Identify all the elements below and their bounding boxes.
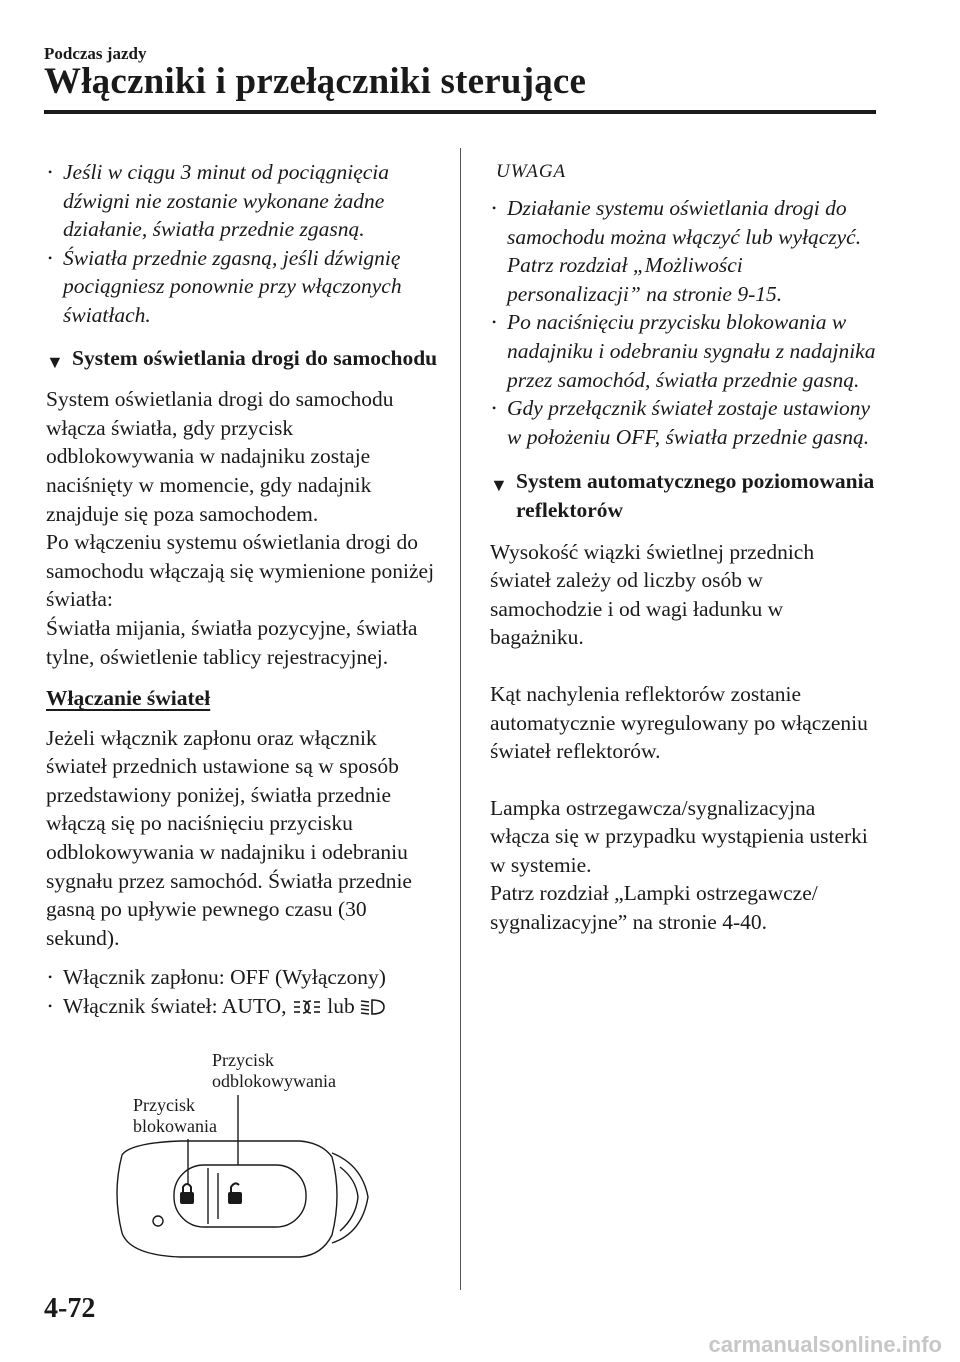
- list-item: • Włącznik zapłonu: OFF (Wyłączony): [46, 963, 441, 992]
- left-column: [46, 158, 441, 1024]
- label-unlock-line1: Przycisk: [212, 1050, 274, 1070]
- note-text: Działanie systemu oświetlania drogi do samochodu można włączyć lub wyłączyć.: [507, 196, 862, 249]
- triangle-marker-icon: ▼: [46, 351, 64, 372]
- section-label: Podczas jazdy: [44, 44, 147, 63]
- triangle-marker-icon: ▼: [490, 475, 508, 496]
- label-lock-line1: Przycisk: [133, 1095, 195, 1115]
- list-item: [490, 194, 880, 308]
- label-unlock-line2: odblokowywania: [212, 1071, 336, 1091]
- key-fob-drawing: [100, 1045, 390, 1275]
- paragraph: System oświetlania drogi do samochodu włącza światła, gdy przycisk odblokowywania w nadajniku zostaje naciśnięty w momencie, gdy nadajnik znajduje się poza samochodem.: [46, 387, 394, 526]
- section-heading-text: System automatycznego poziomowania reflektorów: [516, 469, 875, 522]
- list-item: • Jeśli w ciągu 3 minut od pociągnięcia dźwigni nie zostanie wykonane żadne działanie, światła przednie zgasną.: [46, 158, 441, 244]
- paragraph: Patrz rozdział „Lampki ostrzegawcze/ sygnalizacyjne” na stronie 4-40.: [490, 881, 818, 935]
- page-number: 4-72: [44, 1293, 96, 1324]
- section-heading-welcome-light: [46, 344, 441, 373]
- condition-text: Włącznik świateł: AUTO,: [63, 994, 287, 1019]
- right-column: [490, 158, 880, 937]
- list-item: • Światła przednie zgasną, jeśli dźwignię pociągniesz ponownie przy włączonych światłach.: [46, 244, 441, 330]
- paragraph: Lampka ostrzegawcza/sygnalizacyjna włącza się w przypadku wystąpienia usterki w systemie.: [490, 795, 868, 877]
- page-title: Włączniki i przełączniki sterujące: [44, 61, 587, 102]
- conditions-list: [46, 963, 441, 1023]
- paragraph: Kąt nachylenia reflektorów zostanie automatycznie wyregulowany po włączeniu świateł reflektorów.: [490, 681, 868, 764]
- list-item: • Po naciśnięciu przycisku blokowania w nadajniku i odebraniu sygnału z nadajnika przez samochód, światła przednie gasną.: [490, 308, 880, 394]
- note-bullet-list: [490, 194, 880, 451]
- subsection-heading: Włączanie świateł: [46, 686, 211, 711]
- paragraph: Wysokość wiązki świetlnej przednich świateł zależy od liczby osób w samochodzie i od wagi ładunku w bagażniku.: [490, 539, 815, 650]
- note-title: UWAGA: [496, 161, 567, 182]
- section-heading-text: System oświetlania drogi do samochodu: [72, 345, 438, 370]
- note-reference: Patrz rozdział „Możliwości personalizacji” na stronie 9-15.: [507, 253, 783, 306]
- key-fob-figure: [100, 1045, 390, 1275]
- paragraph: Po włączeniu systemu oświetlania drogi do samochodu włączają się wymienione poniżej światła:: [46, 530, 435, 612]
- paragraph: Jeżeli włącznik zapłonu oraz włącznik świateł przednich ustawione są w sposób przedstawiony poniżej, światła przednie włączą się po naciśnięciu przycisku odblokowywania w nadajniku i odebraniu sygnału przez samochód. Światła przednie gasną po upływie pewnego czasu (30 sekund).: [46, 725, 412, 950]
- low-beam-icon: [360, 995, 386, 1024]
- section-heading-auto-leveling: [490, 467, 880, 524]
- column-divider: [460, 148, 461, 1290]
- parking-light-icon: [292, 995, 322, 1024]
- intro-bullet-list: [46, 158, 441, 330]
- list-item: [46, 992, 441, 1024]
- label-lock-line2: blokowania: [133, 1116, 217, 1136]
- condition-text: lub: [327, 994, 355, 1019]
- header-rule: [44, 110, 876, 114]
- watermark: carmanualsonline.info: [708, 1332, 942, 1357]
- list-item: • Gdy przełącznik świateł zostaje ustawiony w położeniu OFF, światła przednie gasną.: [490, 394, 880, 451]
- paragraph: Światła mijania, światła pozycyjne, światła tylne, oświetlenie tablicy rejestracyjnej.: [46, 615, 418, 669]
